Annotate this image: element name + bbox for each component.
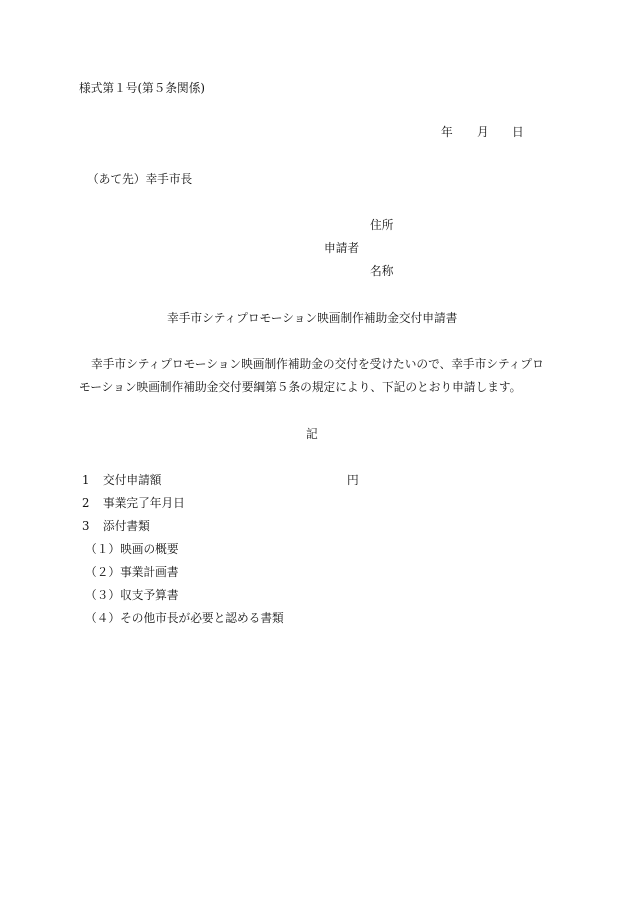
document-title: 幸手市シティプロモーション映画制作補助金交付申請書 — [167, 311, 458, 325]
date-day: 日 — [512, 125, 524, 139]
item-3-label: 添付書類 — [103, 519, 150, 533]
item-1-number: 1 — [82, 473, 90, 487]
item-2-label: 事業完了年月日 — [103, 496, 185, 510]
date-month: 月 — [477, 125, 489, 139]
body-line-2: モーション映画制作補助金交付要綱第５条の規定により、下記のとおり申請します。 — [79, 380, 522, 394]
item-1-unit: 円 — [347, 473, 359, 487]
attachment-3: （３）収支予算書 — [85, 588, 179, 602]
attachment-2: （２）事業計画書 — [85, 565, 179, 579]
item-1-label: 交付申請額 — [103, 473, 162, 487]
applicant-label: 申請者 — [324, 241, 360, 255]
name-label: 名称 — [370, 264, 394, 278]
ki-heading: 記 — [306, 427, 318, 441]
item-2-number: 2 — [82, 496, 90, 510]
addressee: （あて先）幸手市長 — [87, 172, 193, 186]
attachment-4: （４）その他市長が必要と認める書類 — [85, 611, 284, 625]
attachment-1: （１）映画の概要 — [85, 542, 179, 556]
address-label: 住所 — [370, 218, 394, 232]
body-line-1: 幸手市シティプロモーション映画制作補助金の交付を受けたいので、幸手市シティプロ — [91, 357, 544, 371]
date-year: 年 — [441, 125, 453, 139]
form-number: 様式第１号(第５条関係) — [79, 81, 205, 95]
item-3-number: 3 — [82, 519, 90, 533]
